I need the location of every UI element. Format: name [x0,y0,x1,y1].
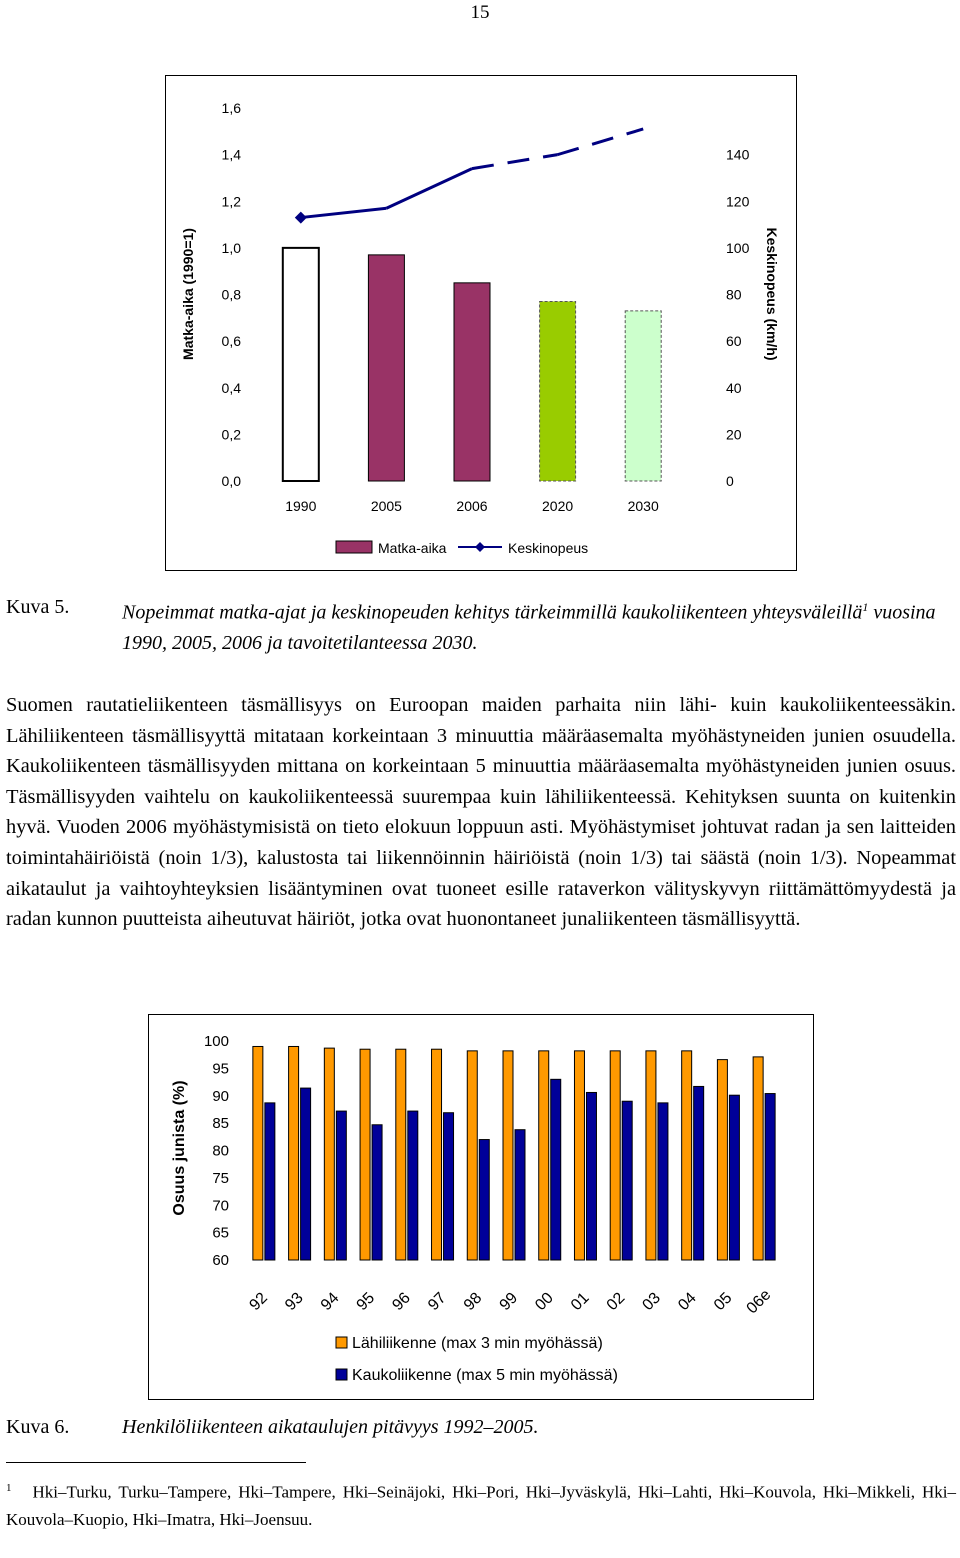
figure6-caption-text: Henkilöliikenteen aikataulujen pitävyys 1992–2005. [122,1416,539,1438]
y-right-tick-label: 80 [726,286,742,303]
chart-travel-time-speed [165,75,797,571]
y-tick-label: 75 [212,1169,229,1187]
bar-kaukoliikenne-03 [658,1103,668,1260]
figure6-caption [6,1412,956,1444]
chart-punctuality-plot [149,1015,813,1399]
x-tick-label: 92 [246,1289,271,1315]
legend-swatch-matka-aika [336,541,372,553]
figure5-caption-text [122,592,960,658]
x-tick-label: 00 [532,1289,557,1315]
bar-kaukoliikenne-00 [551,1079,561,1260]
x-tick-label: 06e [743,1286,775,1318]
x-tick-label: 96 [389,1289,414,1315]
x-tick-label: 02 [603,1289,629,1315]
bar-lahiliikenne-94 [324,1048,334,1260]
bar-lahiliikenne-06e [753,1057,763,1260]
footnote-text: Hki–Turku, Turku–Tampere, Hki–Tampere, Hki–Seinäjoki, Hki–Pori, Hki–Jyväskylä, Hki–Lahti, Hki–Kouvola, Hki–Mikkeli, Hki–Kouvola–Kuopio, Hki–Imatra, Hki–Joensuu. [6,1482,956,1529]
bar-kaukoliikenne-98 [479,1140,489,1260]
bar-kaukoliikenne-93 [301,1088,311,1260]
y-axis-title: Matka-aika (1990=1) [180,228,196,360]
bar-matka-aika-2030 [625,311,661,481]
legend-swatch-lahiliikenne [336,1337,347,1348]
y-tick-label: 0,6 [221,333,241,350]
bar-lahiliikenne-03 [646,1051,656,1260]
bar-kaukoliikenne-97 [444,1113,454,1260]
x-tick-label: 05 [710,1289,736,1315]
bar-lahiliikenne-00 [539,1051,549,1260]
footnote [6,1475,956,1533]
y-right-tick-label: 20 [726,426,742,443]
footnote-divider [6,1462,306,1463]
legend-swatch-kaukoliikenne [336,1369,347,1380]
bar-lahiliikenne-01 [574,1051,584,1260]
x-tick-label: 94 [317,1289,343,1315]
bar-lahiliikenne-95 [360,1049,370,1260]
line-keskinopeus-segment [472,155,558,169]
y-tick-label: 60 [212,1252,229,1269]
bar-lahiliikenne-04 [682,1051,692,1260]
bar-kaukoliikenne-04 [694,1086,704,1260]
page-number: 15 [470,2,490,23]
x-tick-label: 04 [675,1289,700,1315]
bar-kaukoliikenne-94 [336,1111,346,1260]
x-tick-label: 2020 [542,498,574,514]
y-tick-label: 70 [212,1197,229,1215]
bar-lahiliikenne-99 [503,1051,513,1260]
figure5-caption [6,592,956,652]
y-right-axis-title: Keskinopeus (km/h) [764,227,780,361]
figure5-caption-text-a: Nopeimmat matka-ajat ja keskinopeuden kehitys tärkeimmillä kaukoliikenteen yhteysväleillä [122,601,863,624]
x-tick-label: 2006 [456,498,488,514]
point-keskinopeus-1990 [295,212,307,224]
figure5-caption-text-b: vuosina 1990, 2005, 2006 ja tavoitetilanteessa 2030. [122,601,936,654]
x-tick-label: 2005 [370,498,402,514]
line-keskinopeus-segment [301,208,387,217]
legend-label-lahiliikenne: Lähiliikenne (max 3 min myöhässä) [352,1335,603,1352]
y-right-tick-label: 60 [726,333,742,350]
y-right-tick-label: 140 [726,146,750,163]
legend-label-kaukoliikenne: Kaukoliikenne (max 5 min myöhässä) [352,1367,618,1384]
bar-matka-aika-2020 [540,301,576,481]
bar-kaukoliikenne-05 [729,1095,739,1260]
y-axis-title: Osuus junista (%) [171,1080,188,1216]
bar-lahiliikenne-96 [396,1049,406,1260]
figure5-caption-footnote-mark: 1 [862,600,869,614]
body-text [6,690,956,935]
figure5-caption-number: Kuva 5. [6,596,70,618]
bar-kaukoliikenne-92 [265,1103,275,1260]
line-keskinopeus-segment [386,169,472,209]
bar-kaukoliikenne-95 [372,1125,382,1260]
y-tick-label: 1,0 [221,239,241,256]
bar-kaukoliikenne-02 [622,1101,632,1260]
x-tick-label: 1990 [285,498,317,514]
bar-lahiliikenne-98 [467,1051,477,1260]
y-tick-label: 100 [203,1033,229,1050]
x-tick-label: 95 [353,1289,379,1315]
bar-kaukoliikenne-96 [408,1111,418,1260]
chart-punctuality [148,1014,814,1400]
body-paragraph: Suomen rautatieliikenteen täsmällisyys on Euroopan maiden parhaita niin lähi- kuin kaukoliikenteessäkin. Lähiliikenteen täsmällisyyttä mitataan korkeintaan 3 minuuttia määräasemalta myöhästyneiden junien osuudella. Kaukoliikenteen täsmällisyyden mittana on korkeintaan 5 minuuttia määräasemalta myöhästyneiden junien osuus. Täsmällisyyden vaihtelu on kaukoliikenteessä suurempaa kuin lähiliikenteessä. Kehityksen suunta on kuitenkin hyvä. Vuoden 2006 myöhästymisistä on tieto elokuun loppuun asti. Myöhästymiset johtuvat radan ja sen laitteiden toimintahäiriöistä (noin 1/3), kalustosta tai liikennöinnin häiriöistä (noin 1/3) tai säästä (noin 1/3). Nopeammat aikataulut ja vaihtoyhteyksien lisääntyminen ovat tuoneet esille rataverkon välityskyvyn riittämättömyydestä ja radan kunnon puutteista aiheutuvat häiriöt, jotka ovat huonontaneet junaliikenteen täsmällisyyttä. [6,694,956,931]
y-right-tick-label: 40 [726,379,742,396]
x-tick-label: 03 [639,1289,665,1315]
y-tick-label: 0,0 [221,473,241,489]
x-tick-label: 97 [425,1289,450,1315]
bar-matka-aika-2006 [454,283,490,481]
y-tick-label: 1,2 [221,193,241,210]
bar-lahiliikenne-92 [253,1046,263,1260]
bar-lahiliikenne-02 [610,1051,620,1260]
bar-kaukoliikenne-99 [515,1130,525,1260]
y-tick-label: 0,8 [221,286,241,303]
legend-label-matka-aika: Matka-aika [378,540,447,556]
y-tick-label: 90 [212,1087,229,1105]
bar-lahiliikenne-05 [717,1060,727,1260]
y-right-tick-label: 120 [726,193,750,210]
y-tick-label: 1,6 [221,100,241,116]
x-tick-label: 2030 [627,498,659,514]
y-tick-label: 95 [212,1060,229,1078]
x-tick-label: 93 [282,1289,307,1315]
legend-label-keskinopeus: Keskinopeus [508,540,589,556]
y-tick-label: 65 [212,1224,229,1242]
x-tick-label: 99 [496,1289,522,1315]
line-keskinopeus-segment [558,129,644,155]
y-right-tick-label: 0 [726,473,734,489]
y-tick-label: 0,2 [221,426,241,443]
y-tick-label: 80 [212,1142,229,1160]
bar-kaukoliikenne-06e [765,1094,775,1260]
legend-marker-keskinopeus [475,542,485,552]
chart-travel-time-speed-plot [166,76,796,570]
bar-matka-aika-2005 [368,255,404,481]
y-tick-label: 85 [212,1115,229,1133]
figure6-caption-number: Kuva 6. [6,1416,70,1438]
bar-lahiliikenne-97 [432,1049,442,1260]
bar-kaukoliikenne-01 [586,1092,596,1260]
bar-matka-aika-1990 [283,248,319,481]
y-tick-label: 0,4 [221,379,241,396]
bar-lahiliikenne-93 [289,1046,299,1260]
y-tick-label: 1,4 [221,146,241,163]
footnote-mark: 1 [6,1482,12,1494]
y-right-tick-label: 100 [726,239,750,256]
x-tick-label: 01 [567,1289,593,1315]
x-tick-label: 98 [460,1289,486,1315]
